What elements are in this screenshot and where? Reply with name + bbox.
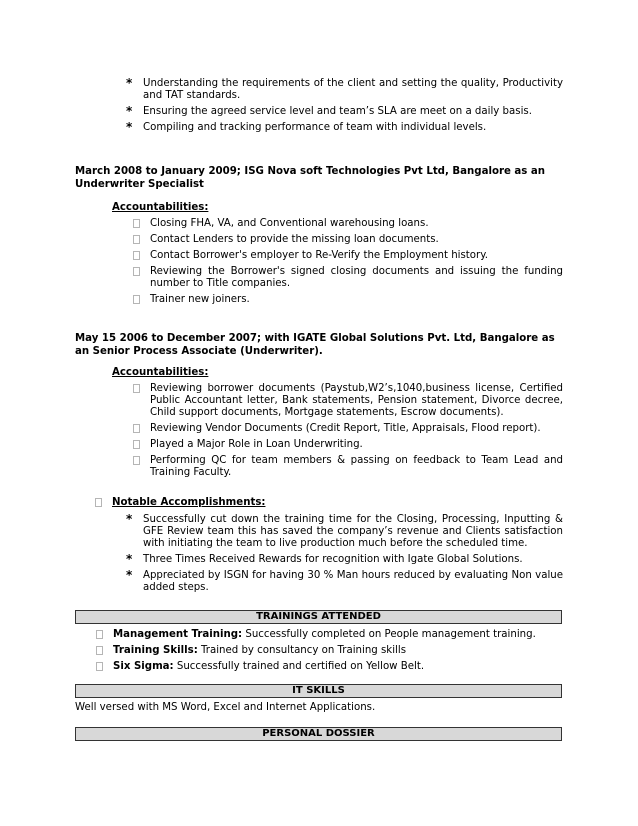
list-item: Closing FHA, VA, and Conventional warehousing loans.	[133, 218, 563, 230]
list-item: Trainer new joiners.	[133, 294, 563, 306]
list-item: * Understanding the requirements of the client and setting the quality, Productivity and TAT standards.	[126, 76, 563, 101]
star-bullet-icon: *	[126, 76, 133, 90]
section-bar-personal-dossier: PERSONAL DOSSIER	[75, 727, 562, 741]
square-bullet-icon	[96, 630, 103, 639]
list-item: Training Skills: Trained by consultancy on Training skills	[96, 645, 566, 657]
list-item: Played a Major Role in Loan Underwriting.	[133, 439, 563, 451]
list-item: Six Sigma: Successfully trained and certified on Yellow Belt.	[96, 661, 566, 673]
square-bullet-icon	[133, 424, 140, 433]
list-item: Performing QC for team members & passing on feedback to Team Lead and Training Faculty.	[133, 455, 563, 479]
square-bullet-icon	[133, 456, 140, 465]
star-bullet-icon: *	[126, 568, 133, 582]
square-bullet-icon	[133, 235, 140, 244]
section-bar-trainings: TRAININGS ATTENDED	[75, 610, 562, 624]
trainings-list	[96, 629, 566, 673]
section-bar-it-skills: IT SKILLS	[75, 684, 562, 698]
list-item: Reviewing borrower documents (Paystub,W2’s,1040,business license, Certified Public Accountant letter, Bank statements, Pension statement, Divorce decree, Child support documents, Mortgage statements, Escrow documents).	[133, 383, 563, 419]
square-bullet-icon	[96, 662, 103, 671]
square-bullet-icon	[133, 295, 140, 304]
star-bullet-icon: *	[126, 104, 133, 118]
square-bullet-icon	[133, 219, 140, 228]
list-item: * Ensuring the agreed service level and team’s SLA are meet on a daily basis.	[126, 104, 532, 118]
list-item: Contact Borrower's employer to Re-Verify the Employment history.	[133, 250, 563, 262]
list-item: Reviewing Vendor Documents (Credit Report, Title, Appraisals, Flood report).	[133, 423, 563, 435]
accomplishments-heading: Notable Accomplishments:	[95, 497, 265, 509]
accountabilities-heading: Accountabilities:	[112, 202, 209, 213]
list-item: * Successfully cut down the training time for the Closing, Processing, Inputting & GFE Review team this has saved the company’s revenue and Clients satisfaction with initiating the team to live production much before the scheduled time.	[126, 512, 563, 549]
star-bullet-icon: *	[126, 512, 133, 526]
star-bullet-icon: *	[126, 552, 133, 566]
list-item: * Three Times Received Rewards for recognition with Igate Global Solutions.	[126, 552, 523, 566]
job2-accountabilities-list	[133, 383, 563, 479]
list-item: Reviewing the Borrower's signed closing documents and issuing the funding number to Title companies.	[133, 266, 563, 290]
accountabilities-heading: Accountabilities:	[112, 367, 209, 378]
list-item: * Appreciated by ISGN for having 30 % Man hours reduced by evaluating Non value added steps.	[126, 568, 563, 593]
accomplishments-list	[123, 514, 563, 594]
it-skills-text: Well versed with MS Word, Excel and Internet Applications.	[75, 702, 376, 713]
star-bullet-icon: *	[126, 120, 133, 134]
list-item: Management Training: Successfully completed on People management training.	[96, 629, 566, 641]
square-bullet-icon	[96, 646, 103, 655]
list-item: * Compiling and tracking performance of team with individual levels.	[126, 120, 487, 134]
job-heading-isg: March 2008 to January 2009; ISG Nova soft Technologies Pvt Ltd, Bangalore as an Underwriter Specialist	[75, 166, 546, 190]
square-bullet-icon	[95, 498, 102, 507]
square-bullet-icon	[133, 384, 140, 393]
square-bullet-icon	[133, 440, 140, 449]
square-bullet-icon	[133, 267, 140, 276]
intro-bullet-list	[123, 78, 563, 134]
job-heading-igate: May 15 2006 to December 2007; with IGATE Global Solutions Pvt. Ltd, Bangalore as an Senior Process Associate (Underwriter).	[75, 333, 555, 357]
list-item: Contact Lenders to provide the missing loan documents.	[133, 234, 563, 246]
job1-accountabilities-list	[133, 218, 563, 306]
square-bullet-icon	[133, 251, 140, 260]
